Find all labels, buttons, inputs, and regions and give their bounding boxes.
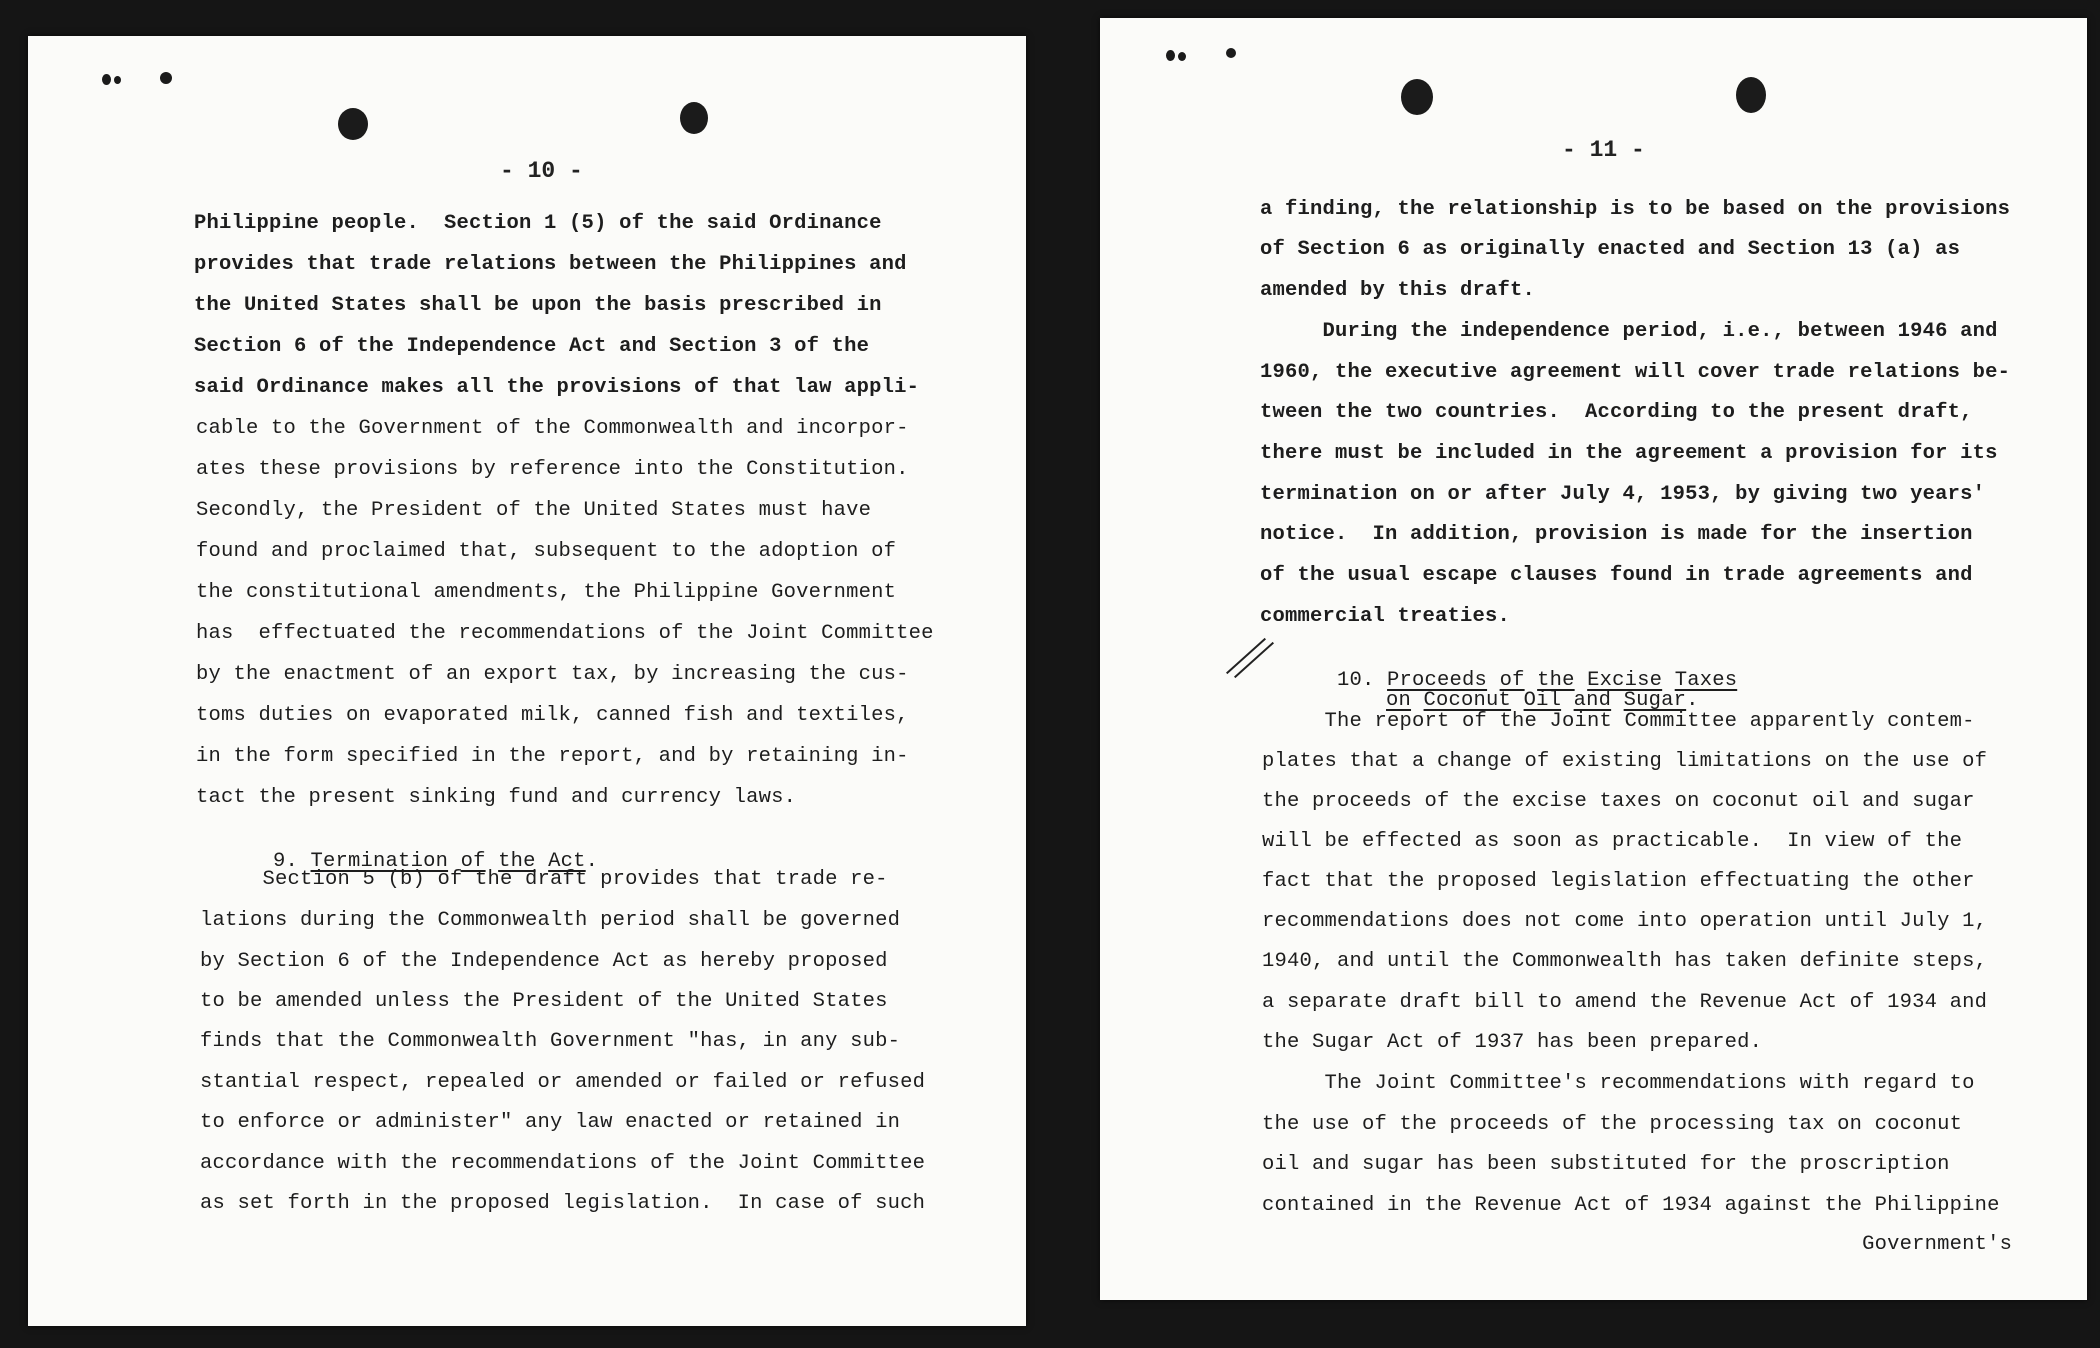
- text-line: found and proclaimed that, subsequent to the adoption of: [196, 540, 897, 563]
- text-line: the use of the proceeds of the processing tax on coconut: [1262, 1113, 1963, 1136]
- text-line: of the usual escape clauses found in trade agreements and: [1260, 564, 1973, 587]
- heading-end: .: [1686, 689, 1699, 712]
- text-line: cable to the Government of the Commonwealth and incorpor-: [196, 417, 909, 440]
- text-line: commercial treaties.: [1260, 605, 1511, 628]
- text-line: oil and sugar has been substituted for the proscription: [1262, 1153, 1950, 1176]
- punch-hole: [338, 108, 368, 140]
- text-line: 1940, and until the Commonwealth has taken definite steps,: [1262, 950, 1988, 973]
- text-line: Section 6 of the Independence Act and Section 3 of the: [194, 335, 870, 358]
- text-line: Secondly, the President of the United States must have: [196, 499, 872, 522]
- text-line: amended by this draft.: [1260, 279, 1536, 302]
- heading-word: Coconut: [1423, 689, 1512, 712]
- punch-hole: [1401, 79, 1433, 115]
- text-line: contained in the Revenue Act of 1934 against the Philippine: [1262, 1194, 2000, 1217]
- right-page: [1100, 18, 2087, 1300]
- heading-end: .: [585, 850, 599, 873]
- heading-word: of: [460, 850, 486, 873]
- text-line: a separate draft bill to amend the Revenue Act of 1934 and: [1262, 991, 1988, 1014]
- heading-word: and: [1573, 689, 1612, 712]
- text-line: by Section 6 of the Independence Act as hereby proposed: [200, 950, 888, 973]
- text-line: by the enactment of an export tax, by increasing the cus-: [196, 663, 909, 686]
- text-line: has effectuated the recommendations of the Joint Committee: [196, 622, 934, 645]
- text-line: fact that the proposed legislation effectuating the other: [1262, 870, 1975, 893]
- text-line: The Joint Committee's recommendations with regard to: [1262, 1072, 1975, 1095]
- text-line: toms duties on evaporated milk, canned fish and textiles,: [196, 704, 909, 727]
- heading-word: on: [1386, 689, 1412, 712]
- binder-hole-dot: [1178, 52, 1186, 61]
- text-line: there must be included in the agreement a provision for its: [1260, 442, 1998, 465]
- text-line: to enforce or administer" any law enacted or retained in: [200, 1111, 901, 1134]
- binder-hole-dot: [114, 76, 121, 84]
- text-line: of Section 6 as originally enacted and Section 13 (a) as: [1260, 238, 1961, 261]
- text-line: a finding, the relationship is to be based on the provisions: [1260, 198, 2011, 221]
- text-line: lations during the Commonwealth period shall be governed: [200, 909, 901, 932]
- heading-word: the: [1537, 669, 1575, 692]
- text-line: During the independence period, i.e., between 1946 and: [1260, 320, 1998, 343]
- text-line: the proceeds of the excise taxes on coconut oil and sugar: [1262, 790, 1975, 813]
- text-line: in the form specified in the report, and by retaining in-: [196, 745, 909, 768]
- left-page: [28, 36, 1026, 1326]
- text-line: the constitutional amendments, the Philippine Government: [196, 581, 897, 604]
- text-line: finds that the Commonwealth Government "has, in any sub-: [200, 1030, 901, 1053]
- text-line: as set forth in the proposed legislation. In case of such: [200, 1192, 926, 1215]
- text-line: accordance with the recommendations of the Joint Committee: [200, 1152, 926, 1175]
- text-line: stantial respect, repealed or amended or failed or refused: [200, 1071, 926, 1094]
- text-line: 1960, the executive agreement will cover trade relations be-: [1260, 361, 2011, 384]
- punch-hole: [1736, 77, 1766, 113]
- text-line: termination on or after July 4, 1953, by giving two years': [1260, 483, 1986, 506]
- text-line: will be effected as soon as practicable. In view of the: [1262, 830, 1963, 853]
- heading-word: Proceeds: [1387, 669, 1488, 692]
- text-line: to be amended unless the President of the United States: [200, 990, 888, 1013]
- heading-word: Sugar: [1623, 689, 1687, 712]
- text-line: recommendations does not come into operation until July 1,: [1262, 910, 1988, 933]
- text-line: provides that trade relations between the Philippines and: [194, 253, 907, 276]
- text-line: said Ordinance makes all the provisions of that law appli-: [194, 376, 920, 399]
- pen-mark: [1226, 638, 1266, 674]
- text-line: Government's: [1262, 1233, 2013, 1256]
- text-line: the United States shall be upon the basis prescribed in: [194, 294, 882, 317]
- page-number: - 11 -: [1562, 137, 1645, 163]
- binder-hole-dot: [160, 72, 172, 84]
- text-line: tact the present sinking fund and currency laws.: [196, 786, 797, 809]
- section-number: 9.: [273, 850, 299, 873]
- heading-word: Termination: [310, 850, 449, 873]
- text-line: the Sugar Act of 1937 has been prepared.: [1262, 1031, 1763, 1054]
- text-line: Section 5 (b) of the draft provides that trade re-: [200, 868, 888, 891]
- text-line: Philippine people. Section 1 (5) of the said Ordinance: [194, 212, 882, 235]
- heading-word: Excise: [1587, 669, 1663, 692]
- text-line: ates these provisions by reference into the Constitution.: [196, 458, 909, 481]
- heading-word: Oil: [1523, 689, 1562, 712]
- page-number: - 10 -: [500, 158, 583, 184]
- text-line: plates that a change of existing limitations on the use of: [1262, 750, 1988, 773]
- section-number: 10.: [1337, 669, 1375, 692]
- heading-word: Taxes: [1674, 669, 1738, 692]
- heading-word: Act: [548, 850, 586, 873]
- text-line: tween the two countries. According to the present draft,: [1260, 401, 1973, 424]
- heading-word: of: [1499, 669, 1525, 692]
- text-line: notice. In addition, provision is made for the insertion: [1260, 523, 1973, 546]
- text-line: The report of the Joint Committee apparently contem-: [1262, 710, 1975, 733]
- punch-hole: [680, 102, 708, 134]
- binder-hole-dot: [1166, 50, 1175, 61]
- heading-word: the: [498, 850, 536, 873]
- binder-hole-dot: [102, 74, 111, 85]
- binder-hole-dot: [1226, 48, 1236, 58]
